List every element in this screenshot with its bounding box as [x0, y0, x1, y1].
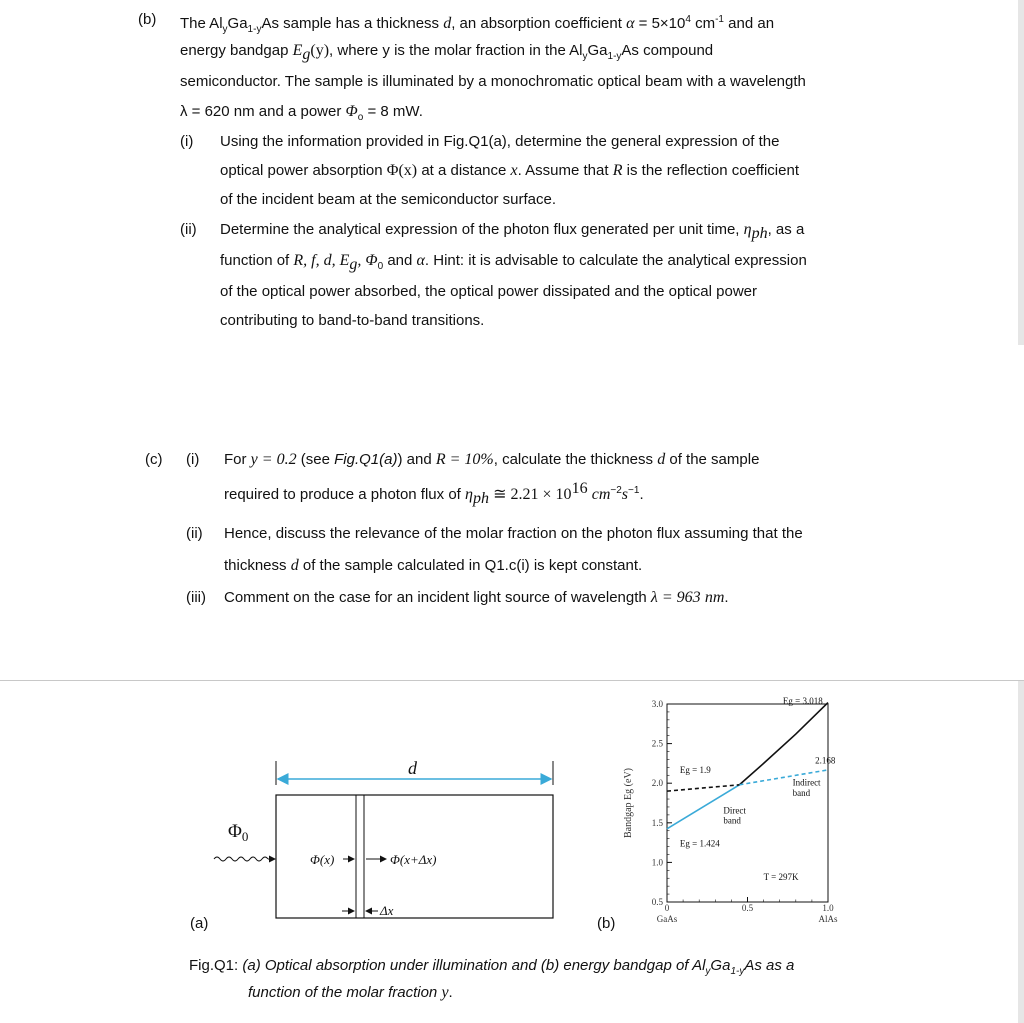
figure-b-chart: [615, 690, 845, 935]
figure-a-panel-label: (a): [190, 915, 209, 932]
x-tick-sublabel: AlAs: [818, 914, 838, 924]
part-c-ii-label: (ii): [186, 525, 203, 542]
part-b-ii-label: (ii): [180, 221, 197, 238]
part-b-i-line1: Using the information provided in Fig.Q1(a), determine the general expression of the: [220, 133, 780, 150]
annotation-label: band: [792, 787, 811, 798]
phi-x-label: Φ(x): [310, 852, 335, 867]
figure-b-panel-label: (b): [597, 915, 616, 932]
part-b-line1: The $Al_yGa_{1-y}As$ sample has a thickness d, an absorption coefficient $\alpha = 5\times 10^4$ $cm^{-1}$ and an: [180, 14, 775, 35]
part-b-line3: semiconductor. The sample is illuminated by a monochromatic optical beam with a wavelength: [180, 73, 806, 90]
y-tick-label: 2.5: [651, 738, 663, 749]
part-c-iii-label: (iii): [186, 589, 206, 606]
part-b-line2: energy bandgap $E_g(y)$, where y is the molar fraction in the $Al_yGa_{1-y}As$ compound: [180, 42, 714, 63]
plot-frame: [667, 704, 828, 902]
series-line-direct-band-upper-: [739, 703, 828, 785]
scrollbar-track-lower[interactable]: [1018, 680, 1024, 1023]
x-tick-label: 1.0: [822, 903, 834, 913]
series-line-indirect-band-lower-: [667, 785, 739, 791]
annotation-label: Eg = 1.9: [679, 764, 711, 775]
part-b-ii-line2: function of R, f, d, $E_g$, $\Phi_0$ and α. Hint: it is advisable to calculate the analytical expression: [220, 252, 807, 273]
figure-a-diagram: [200, 745, 570, 930]
y-tick-label: 3.0: [651, 699, 663, 709]
part-b-line4: λ = 620 nm and a power $\Phi_o = 8$ mW.: [180, 103, 423, 123]
x-tick-label: 0.5: [741, 903, 754, 913]
part-b-ii-line1: Determine the analytical expression of the photon flux generated per unit time, $\eta_{ph}$, as a: [220, 221, 805, 242]
part-c-ii-line1: Hence, discuss the relevance of the molar fraction on the photon flux assuming that the: [224, 525, 803, 542]
figure-caption-line2: function of the molar fraction y.: [248, 984, 453, 1001]
annotation-label: band: [723, 815, 741, 826]
annotation-label: Indirect: [792, 777, 821, 788]
annotation-label: T = 297K: [763, 871, 799, 882]
part-b-i-label: (i): [180, 133, 194, 150]
y-tick-label: 1.5: [651, 817, 663, 828]
annotation-label: Eg = 3.018: [782, 696, 823, 706]
dx-label: Δx: [380, 903, 394, 918]
y-tick-label: 2.0: [651, 778, 663, 789]
phi-xdx-label: Φ(x+Δx): [390, 852, 437, 867]
x-tick-sublabel: GaAs: [656, 914, 678, 924]
y-tick-label: 1.0: [651, 857, 663, 868]
part-b-label: (b): [138, 11, 157, 28]
annotation-label: 2.168: [815, 755, 836, 766]
annotation-label: Direct: [723, 805, 746, 816]
part-c-iii-line1: Comment on the case for an incident light source of wavelength λ = 963 nm.: [224, 589, 729, 606]
part-c-ii-line2: thickness d of the sample calculated in Q1.c(i) is kept constant.: [224, 557, 643, 574]
part-c-i-line2: required to produce a photon flux of $\eta_{ph}$ ≅ $2.21 \times 10^{16}$ $cm^{-2}s^{-1}$.: [224, 480, 644, 507]
part-b-i-line3: of the incident beam at the semiconductor surface.: [220, 191, 557, 208]
incident-wave-icon: [214, 857, 268, 861]
part-b-i-line2: optical power absorption Φ(x) at a distance x. Assume that R is the reflection coefficient: [220, 162, 799, 179]
part-c-label: (c): [145, 451, 163, 468]
y-axis-label: Bandgap Eg (eV): [623, 768, 634, 838]
x-tick-label: 0: [664, 903, 670, 913]
figure-caption-line1: Fig.Q1: (a) Optical absorption under illumination and (b) energy bandgap of $Al_yGa_{1-y}As$ as a: [189, 957, 795, 977]
part-b-ii-line4: contributing to band-to-band transitions.: [220, 312, 485, 329]
d-label: d: [408, 758, 417, 778]
scrollbar-track[interactable]: [1018, 0, 1024, 345]
page-separator: [0, 680, 1024, 681]
y-tick-label: 0.5: [651, 897, 663, 907]
part-b-ii-line3: of the optical power absorbed, the optical power dissipated and the optical power: [220, 283, 758, 300]
annotation-label: Eg = 1.424: [679, 838, 720, 849]
phi0-label: $\Phi_0$: [228, 821, 249, 844]
part-c-i-label: (i): [186, 451, 200, 468]
part-c-i-line1: For y = 0.2 (see Fig.Q1(a)) and R = 10%, calculate the thickness d of the sample: [224, 451, 760, 468]
